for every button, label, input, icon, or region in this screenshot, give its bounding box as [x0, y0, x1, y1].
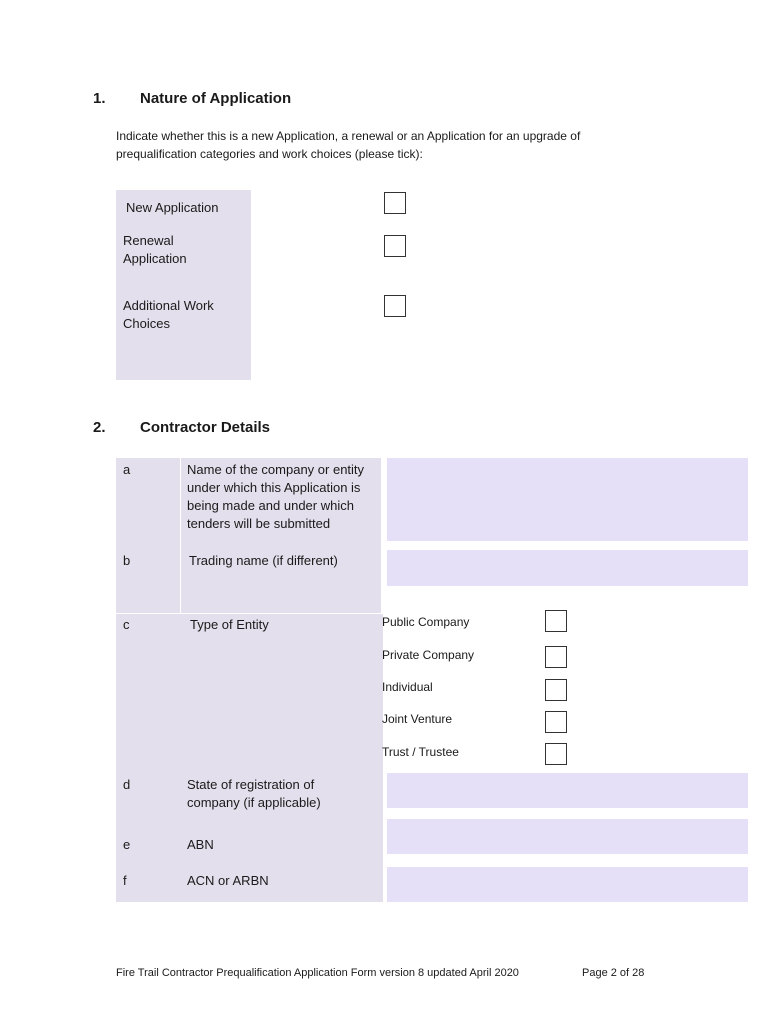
- column-divider: [180, 458, 181, 613]
- row-d-letter: d: [123, 777, 131, 792]
- new-application-label: New Application: [126, 200, 219, 215]
- entity-trust-trustee-label: Trust / Trustee: [382, 745, 459, 759]
- entity-public-company-label: Public Company: [382, 615, 470, 629]
- row-b-letter: b: [123, 553, 131, 568]
- trading-name-input[interactable]: [387, 550, 748, 586]
- footer-form-name: Fire Trail Contractor Prequalification Application Form version 8 updated April 2020: [116, 967, 519, 979]
- row-a-letter: a: [123, 462, 131, 477]
- state-of-registration-input[interactable]: [387, 773, 748, 808]
- entity-public-company-checkbox[interactable]: [545, 610, 567, 632]
- row-d-label: State of registration of company (if applicable): [187, 777, 321, 810]
- row-c-letter: c: [123, 617, 130, 632]
- company-name-input[interactable]: [387, 458, 748, 541]
- new-application-checkbox[interactable]: [384, 192, 406, 214]
- abn-input[interactable]: [387, 819, 748, 854]
- row-a-label: Name of the company or entity under which this Application is being made and under which tenders will be submitted: [187, 462, 365, 531]
- entity-private-company-label: Private Company: [382, 648, 475, 662]
- row-b-label: Trading name (if different): [189, 553, 338, 568]
- additional-work-choices-checkbox[interactable]: [384, 295, 406, 317]
- section-1-instructions: Indicate whether this is a new Application, a renewal or an Application for an upgrade of prequalification categories and work choices (please tick):: [116, 129, 581, 161]
- row-f-letter: f: [123, 873, 127, 888]
- additional-work-choices-label: Additional Work Choices: [123, 298, 214, 331]
- row-c-label: Type of Entity: [190, 617, 269, 632]
- entity-joint-venture-label: Joint Venture: [382, 712, 453, 726]
- application-type-panel: [116, 190, 251, 380]
- entity-individual-checkbox[interactable]: [545, 679, 567, 701]
- renewal-application-checkbox[interactable]: [384, 235, 406, 257]
- section-1-title: Nature of Application: [140, 90, 292, 107]
- row-e-label: ABN: [187, 837, 214, 852]
- row-f-label: ACN or ARBN: [187, 873, 269, 888]
- contractor-details-cf-panel: [116, 614, 383, 902]
- section-2-number: 2.: [93, 419, 106, 436]
- renewal-application-label: Renewal Application: [123, 233, 187, 266]
- entity-trust-trustee-checkbox[interactable]: [545, 743, 567, 765]
- acn-arbn-input[interactable]: [387, 867, 748, 902]
- section-1-number: 1.: [93, 90, 106, 107]
- entity-individual-label: Individual: [382, 680, 433, 694]
- footer-page-number: Page 2 of 28: [582, 967, 645, 979]
- entity-joint-venture-checkbox[interactable]: [545, 711, 567, 733]
- section-2-title: Contractor Details: [140, 419, 271, 436]
- entity-private-company-checkbox[interactable]: [545, 646, 567, 668]
- row-e-letter: e: [123, 837, 131, 852]
